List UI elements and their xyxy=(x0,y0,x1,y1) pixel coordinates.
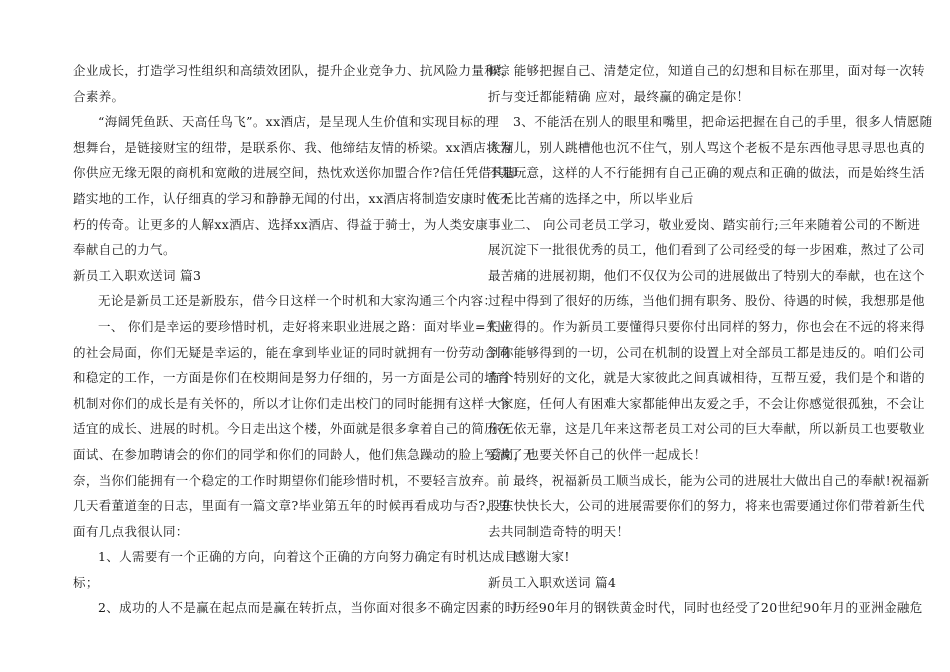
text-line: 去共同制造奇特的明天！ xyxy=(488,523,630,539)
text-line: 面试、在参加聘请会的你们的同学和你们的同龄人，他们焦急躁动的脸上写满了无 xyxy=(73,446,536,462)
text-line: 机制对你们的成长是有关怀的，所以才让你们走出校门的同时能拥有这样一个 xyxy=(73,395,510,411)
text-line: 感谢大家! xyxy=(513,549,570,565)
text-line: 奈，当你们能拥有一个稳定的工作时期望你们能珍惜时机，不要轻言放弃。前 xyxy=(73,472,510,488)
text-line: 爱岗，也要关怀自己的伙伴一起成长！ xyxy=(488,446,707,462)
text-line: 几天看董道奎的日志，里面有一篇文章?毕业第五年的时候再看成功与否?，里 xyxy=(73,498,512,514)
text-line: 无论是新员工还是新股东，借今日这样一个时机和大家沟通三个内容： xyxy=(98,293,497,309)
text-line: 大溜儿，别人跳槽他也沉不住气，别人骂这个老板不是东西他寻思寻思也真的 xyxy=(488,139,925,155)
text-line: 标； xyxy=(73,574,99,590)
text-line: 企业成长，打造学习性组织和高绩效团队，提升企业竞争力、抗风险力量和综 xyxy=(73,63,510,78)
text-line: 历经90年月的钢铁黄金时代，同时也经受了20世纪90年月的亚洲金融危 xyxy=(513,600,923,616)
text-line: 面有几点我很认同： xyxy=(73,523,189,539)
text-line: 展沉淀下一批很优秀的员工，他们看到了公司经受的每一步困难，熬过了公司 xyxy=(488,242,925,258)
text-line: 二、 向公司老员工学习，敬业爱岗、踏实前行;三年来随着公司的不断进 xyxy=(513,216,921,232)
text-line: 大家庭，任何人有困难大家都能伸出友爱之手，不会让你感觉很孤独，不会让 xyxy=(488,395,925,411)
text-line: 踏实地的工作，认仔细真的学习和静静无闻的付出，xx酒店将制造安康时代不 xyxy=(73,190,512,206)
text-line: 你无依无靠，这是几年来这帮老员工对公司的巨大奉献，所以新员工也要敬业 xyxy=(488,421,925,437)
text-line: 你供应无缘无限的商机和宽敞的进展空间，热忱欢送你加盟合作?信任凭借其脚 xyxy=(73,165,517,181)
text-line: 不是玩意，这样的人不行能拥有自己正确的观点和正确的做法，而是始终生活 xyxy=(488,165,925,181)
text-line: 股东快快长大，公司的进展需要你们的努力，将来也需要通过你们带着新生代 xyxy=(488,498,925,514)
text-line: 2、成功的人不是赢在起点而是赢在转折点，当你面对很多不确定因素的时 xyxy=(98,600,518,616)
text-line: 到你能够得到的一切，公司在机制的设置上对全部员工都是违反的。咱们公司 xyxy=(488,344,925,360)
text-line: 们应得的。作为新员工要懂得只要你付出同样的努力，你也会在不远的将来得 xyxy=(488,318,925,334)
text-line: 和稳定的工作，一方面是你们在校期间是努力仔细的，另一方面是公司的培育 xyxy=(73,370,510,386)
text-line: “海阔凭鱼跃、天高任鸟飞”。xx酒店，是呈现人生价值和实现目标的理 xyxy=(98,114,499,130)
text-line: 一、 你们是幸运的要珍惜时机，走好将来职业进展之路：面对毕业=失业 xyxy=(98,318,512,334)
text-line: 折与变迁都能精确 应对，最终赢的确定是你！ xyxy=(488,88,750,104)
text-line: 在无比苦痛的选择之中，所以毕业后 xyxy=(488,190,694,206)
text-line: 3、不能活在别人的眼里和嘴里，把命运把握在自己的手里，很多人情愿随 xyxy=(513,114,933,130)
text-line: 1、人需要有一个正确的方向，向着这个正确的方向努力确定有时机达成目 xyxy=(98,549,518,565)
text-line: 新员工入职欢送词 篇3 xyxy=(73,267,202,283)
text-line: 的社会局面，你们无疑是幸运的，能在拿到毕业证的同时就拥有一份劳动合同 xyxy=(73,344,510,360)
text-line: 候，能够把握自己、清楚定位，知道自己的幻想和目标在那里，面对每一次转 xyxy=(488,63,925,78)
text-line: 适宜的成长、进展的时机。今日走出这个楼，外面就是很多拿着自己的简历在 xyxy=(73,421,510,437)
left-column xyxy=(73,58,536,621)
text-line: 最苦痛的进展初期，他们不仅仅为公司的进展做出了特别大的奉献，也在这个 xyxy=(488,267,925,283)
text-line: 最终，祝福新员工顺当成长，能为公司的进展壮大做出自己的奉献!祝福新 xyxy=(513,472,930,488)
text-line: 有个特别好的文化，就是大家彼此之间真诚相待，互帮互爱，我们是个和谐的 xyxy=(488,370,925,386)
text-line: 朽的传奇。让更多的人解xx酒店、选择xx酒店、得益于骑士，为人类安康事业 xyxy=(73,216,514,232)
text-line: 新员工入职欢送词 篇4 xyxy=(488,574,617,590)
text-line: 过程中得到了很好的历练，当他们拥有职务、股份、待遇的时候，我想那是他 xyxy=(488,293,925,309)
text-line: 奉献自己的力气。 xyxy=(73,242,176,258)
right-column xyxy=(488,58,933,621)
text-line: 合素养。 xyxy=(73,88,125,104)
text-line: 想舞台，是链接财宝的纽带，是联系你、我、他缔结友情的桥梁。xx酒店将为 xyxy=(73,139,512,155)
